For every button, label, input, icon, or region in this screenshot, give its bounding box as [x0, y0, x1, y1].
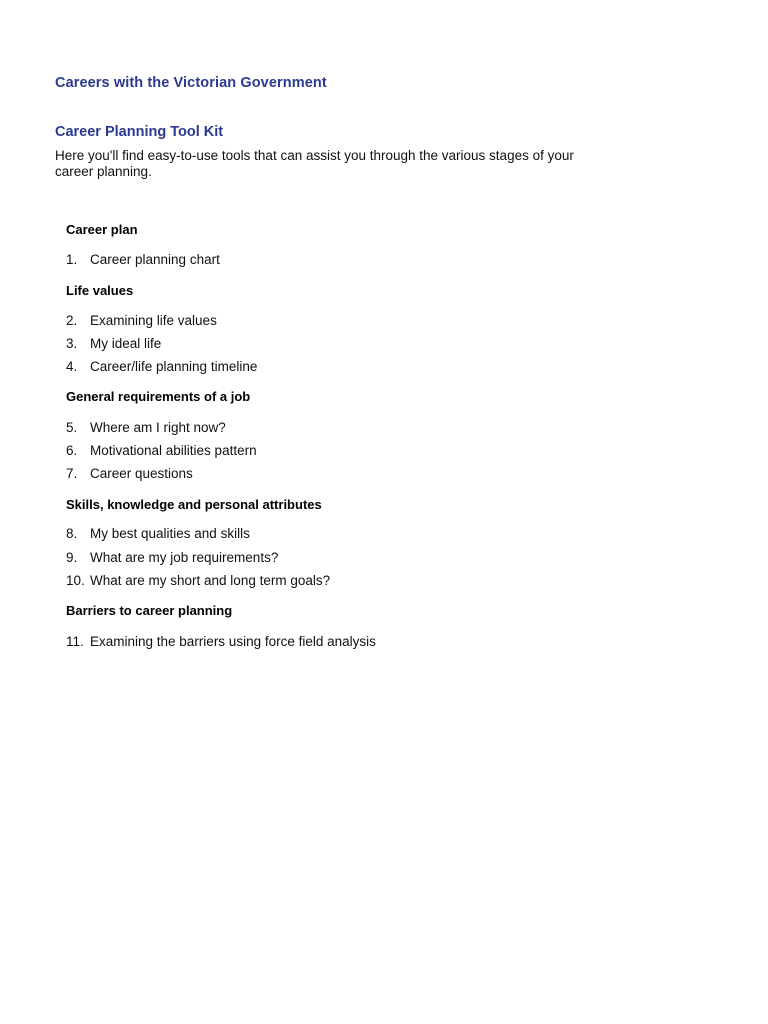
- item-label: Career/life planning timeline: [90, 359, 258, 374]
- item-number: 2.: [66, 313, 78, 328]
- list-item: [66, 466, 193, 481]
- list-item: [66, 634, 376, 649]
- item-label: Examining the barriers using force field analysis: [90, 634, 376, 649]
- item-label: What are my job requirements?: [90, 550, 279, 565]
- list-item: [66, 443, 257, 458]
- intro-line: career planning.: [55, 164, 152, 179]
- intro-paragraph: [55, 148, 615, 180]
- item-number: 6.: [66, 443, 78, 458]
- group-heading-general-requirements: General requirements of a job: [66, 389, 251, 404]
- item-number: 11.: [66, 634, 84, 649]
- group-heading-life-values: Life values: [66, 283, 134, 298]
- item-number: 5.: [66, 420, 78, 435]
- group-heading-skills: Skills, knowledge and personal attributes: [66, 497, 322, 512]
- item-number: 8.: [66, 526, 78, 541]
- group-heading-career-plan: Career plan: [66, 222, 138, 237]
- item-number: 1.: [66, 252, 78, 267]
- list-item: [66, 573, 330, 588]
- item-label: Where am I right now?: [90, 420, 226, 435]
- list-item: [66, 420, 226, 435]
- item-number: 7.: [66, 466, 78, 481]
- list-item: [66, 526, 250, 541]
- list-item: [66, 550, 278, 565]
- list-item: [66, 313, 217, 328]
- item-label: Career questions: [90, 466, 193, 481]
- item-label: My ideal life: [90, 336, 162, 351]
- group-heading-barriers: Barriers to career planning: [66, 603, 233, 618]
- page-title: Careers with the Victorian Government: [55, 75, 327, 91]
- item-number: 4.: [66, 359, 78, 374]
- item-label: What are my short and long term goals?: [90, 573, 331, 588]
- item-number: 10.: [66, 573, 85, 588]
- item-label: My best qualities and skills: [90, 526, 250, 541]
- list-item: [66, 336, 161, 351]
- item-number: 9.: [66, 550, 78, 565]
- item-number: 3.: [66, 336, 78, 351]
- list-item: [66, 359, 257, 374]
- item-label: Career planning chart: [90, 252, 220, 267]
- list-item: [66, 252, 220, 267]
- item-label: Motivational abilities pattern: [90, 443, 257, 458]
- section-title: Career Planning Tool Kit: [55, 124, 224, 140]
- item-label: Examining life values: [90, 313, 217, 328]
- intro-line: Here you'll find easy-to-use tools that can assist you through the various stages of your: [55, 148, 574, 163]
